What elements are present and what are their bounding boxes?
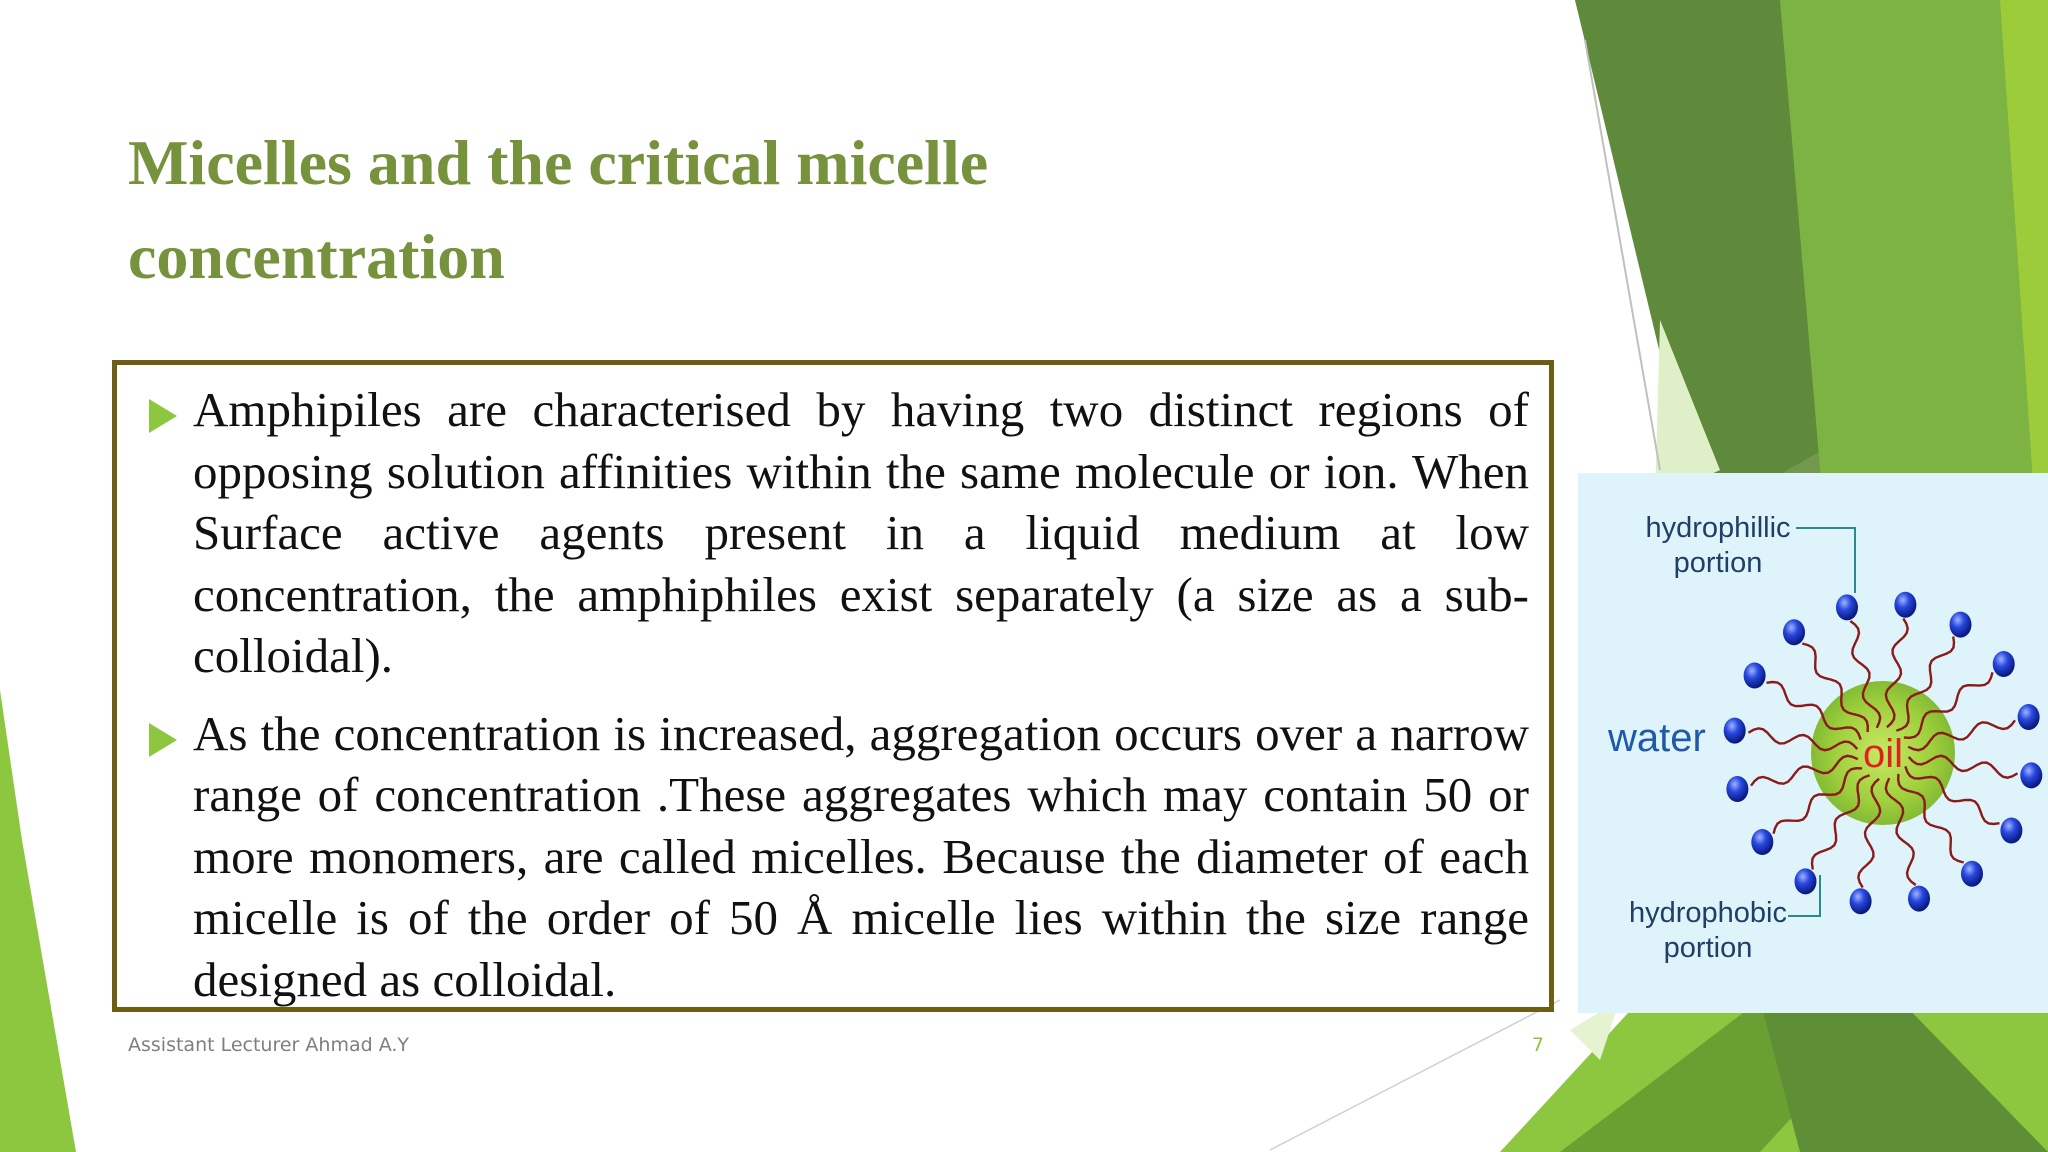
bg-line	[1270, 1000, 1560, 1150]
surfactant-head	[2018, 704, 2040, 730]
hydrophobic-label: hydrophobic	[1629, 897, 1787, 929]
micelle-diagram	[1578, 473, 2048, 1013]
surfactant-head	[1993, 651, 2015, 677]
page-number: 7	[1531, 1034, 1544, 1056]
surfactant-head	[1908, 886, 1930, 912]
surfactant-head	[1751, 829, 1773, 855]
surfactant-head	[2020, 762, 2042, 788]
surfactant-head	[1744, 663, 1766, 689]
surfactant-head	[1724, 718, 1746, 744]
surfactant-head	[1850, 888, 1872, 914]
surfactant-head	[1950, 612, 1972, 638]
water-label: water	[1608, 716, 1706, 760]
slide-title	[128, 116, 1128, 304]
surfactant-head	[2000, 818, 2022, 844]
surfactant-head	[1894, 592, 1916, 618]
content-box	[112, 360, 1554, 1012]
title-line: concentration	[128, 221, 505, 292]
bullet-text: As the concentration is increased, aggregation occurs over a narrow range of concentration .These aggregates which may contain 50 or more monomers, are called micelles. Because the diameter of each micelle is of the order of 50 Å micelle lies within the size range designed as colloidal.	[193, 705, 1529, 1007]
surfactant-head	[1795, 868, 1817, 894]
hydrophilic-label: hydrophillic	[1645, 512, 1791, 544]
footer-author: Assistant Lecturer Ahmad A.Y	[128, 1034, 410, 1056]
title-line: Micelles and the critical micelle	[128, 127, 989, 198]
bullet-item	[137, 379, 1529, 687]
surfactant-head	[1961, 861, 1983, 887]
bg-facet	[0, 690, 76, 1152]
hydrophobic-label: portion	[1663, 932, 1753, 964]
bullet-item	[137, 703, 1529, 1011]
surfactant-head	[1726, 776, 1748, 802]
surfactant-head	[1783, 619, 1805, 645]
surfactant-head	[1836, 594, 1858, 620]
bullet-arrow-icon	[149, 723, 177, 757]
bullet-arrow-icon	[149, 399, 177, 433]
hydrophilic-label: portion	[1673, 547, 1763, 579]
oil-label: oil	[1862, 732, 1904, 776]
bullet-text: Amphipiles are characterised by having two distinct regions of opposing solution affinities within the same molecule or ion. When Surface active agents present in a liquid medium at low concentration, the amphiphiles exist separately (a size as a sub-colloidal).	[193, 382, 1529, 683]
